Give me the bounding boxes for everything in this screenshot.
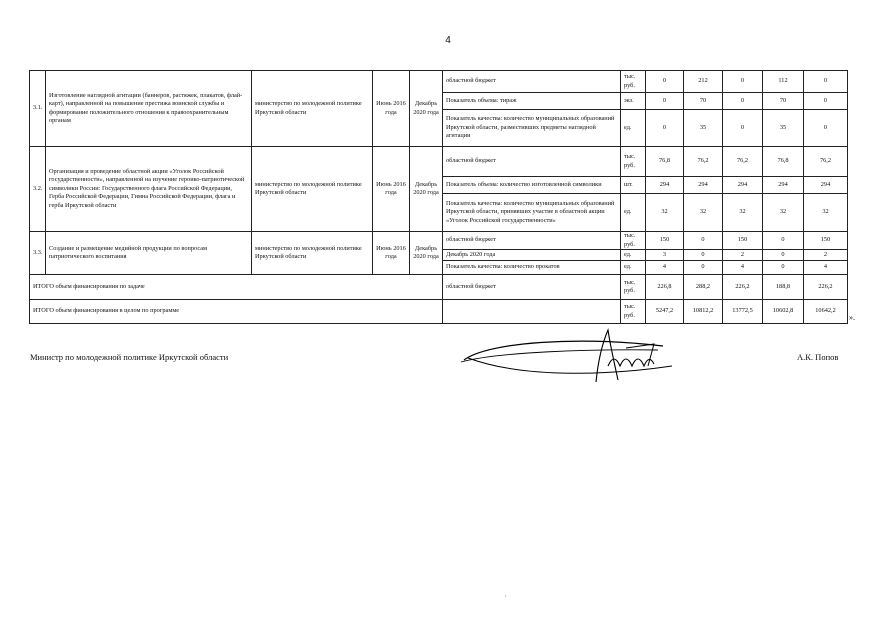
indicator-value: 76,2 [804, 147, 848, 177]
indicator-value: 0 [646, 71, 684, 93]
indicator-unit: ед. [621, 261, 646, 275]
total-value: 188,8 [763, 275, 804, 300]
table-row [30, 147, 848, 177]
indicator-value: 76,8 [763, 147, 804, 177]
measure-executor: министерство по молодежной политике Иркутской области [252, 71, 373, 147]
measure-end-date: Декабрь 2020 года [410, 232, 443, 275]
indicator-value: 76,2 [684, 147, 723, 177]
indicator-label: областной бюджет [443, 232, 621, 250]
indicator-unit: ед. [621, 194, 646, 232]
total-row [30, 275, 848, 300]
indicator-value: 70 [763, 93, 804, 110]
signatory-position: Министр по молодежной политике Иркутской области [30, 352, 229, 362]
indicator-label: Показатель качества: количество муниципальных образований Иркутской области, принявших участие в областной акции «Уголок Российской государственности» [443, 194, 621, 232]
measure-start-date: Июнь 2016 года [373, 147, 410, 232]
indicator-value: 0 [804, 71, 848, 93]
measure-number: 3.1. [30, 71, 46, 147]
indicator-unit: ед. [621, 250, 646, 261]
indicator-value: 294 [723, 177, 763, 194]
table-row [30, 71, 848, 93]
closing-quote-mark: ». [849, 313, 855, 322]
total-label: ИТОГО объем финансирования по задаче [30, 275, 443, 300]
indicator-value: 2 [804, 250, 848, 261]
total-row [30, 300, 848, 324]
total-value: 5247,2 [646, 300, 684, 324]
indicator-unit: тыс. руб. [621, 147, 646, 177]
measure-end-date: Декабрь 2020 года [410, 147, 443, 232]
handwritten-signature [458, 322, 678, 388]
indicator-value: 35 [684, 110, 723, 147]
indicator-value: 294 [684, 177, 723, 194]
total-source: областной бюджет [443, 275, 621, 300]
indicator-value: 0 [763, 250, 804, 261]
signatory-name: А.К. Попов [797, 352, 839, 362]
indicator-value: 0 [763, 232, 804, 250]
measure-name: Изготовление наглядной агитации (баннеров, растяжек, плакатов, флай-карт), направленной на повышение престижа воинской службы и формирование положительного отношения к правоохранительным органам [46, 71, 252, 147]
indicator-value: 0 [684, 250, 723, 261]
indicator-value: 70 [684, 93, 723, 110]
indicator-value: 294 [804, 177, 848, 194]
indicator-label: Показатель объема: количество изготовленной символики [443, 177, 621, 194]
total-value: 226,8 [646, 275, 684, 300]
indicator-value: 150 [723, 232, 763, 250]
indicator-value: 0 [684, 232, 723, 250]
indicator-value: 0 [723, 110, 763, 147]
indicator-value: 0 [646, 93, 684, 110]
total-unit: тыс. руб. [621, 300, 646, 324]
indicator-value: 32 [723, 194, 763, 232]
indicator-value: 32 [763, 194, 804, 232]
measure-start-date: Июнь 2016 года [373, 232, 410, 275]
indicator-value: 112 [763, 71, 804, 93]
measure-start-date: Июнь 2016 года [373, 71, 410, 147]
measure-end-date: Декабрь 2020 года [410, 71, 443, 147]
indicator-label: областной бюджет [443, 147, 621, 177]
indicator-value: 0 [804, 93, 848, 110]
total-source [443, 300, 621, 324]
indicator-value: 0 [804, 110, 848, 147]
total-value: 10602,8 [763, 300, 804, 324]
total-value: 13772,5 [723, 300, 763, 324]
scan-speck: , [505, 592, 507, 598]
indicator-value: 0 [723, 93, 763, 110]
indicator-value: 3 [646, 250, 684, 261]
indicator-label: Декабрь 2020 года [443, 250, 621, 261]
total-value: 10642,2 [804, 300, 848, 324]
indicator-label: Показатель качества: количество прокатов [443, 261, 621, 275]
measure-executor: министерство по молодежной политике Иркутской области [252, 232, 373, 275]
indicator-value: 2 [723, 250, 763, 261]
indicator-label: Показатель объема: тираж [443, 93, 621, 110]
indicator-value: 4 [804, 261, 848, 275]
page-number: 4 [445, 35, 451, 46]
indicator-value: 150 [804, 232, 848, 250]
measure-number: 3.2. [30, 147, 46, 232]
indicator-value: 4 [723, 261, 763, 275]
indicator-value: 32 [684, 194, 723, 232]
indicator-value: 0 [684, 261, 723, 275]
indicator-unit: тыс. руб. [621, 232, 646, 250]
total-value: 226,2 [723, 275, 763, 300]
indicator-unit: тыс. руб. [621, 71, 646, 93]
measure-number: 3.3. [30, 232, 46, 275]
indicator-unit: ед. [621, 110, 646, 147]
total-value: 288,2 [684, 275, 723, 300]
measure-executor: министерство по молодежной политике Иркутской области [252, 147, 373, 232]
indicator-value: 0 [646, 110, 684, 147]
indicator-value: 76,2 [723, 147, 763, 177]
total-unit: тыс. руб. [621, 275, 646, 300]
indicator-value: 294 [646, 177, 684, 194]
indicator-value: 212 [684, 71, 723, 93]
indicator-value: 76,8 [646, 147, 684, 177]
indicator-value: 35 [763, 110, 804, 147]
indicator-label: Показатель качества: количество муниципальных образований Иркутской области, разместивших предметы наглядной агитации [443, 110, 621, 147]
indicator-unit: шт. [621, 177, 646, 194]
table-row [30, 232, 848, 250]
indicator-value: 294 [763, 177, 804, 194]
indicator-value: 4 [646, 261, 684, 275]
total-value: 10812,2 [684, 300, 723, 324]
indicator-unit: экз. [621, 93, 646, 110]
measure-name: Организация и проведение областной акции «Уголок Российской государственности», направленной на изучение героико-патриотической символики России: Государственного флага Российской Федерации, Герба Российской Федерации, Гимна Российской Федерации, флага и герба Иркутской области [46, 147, 252, 232]
measure-name: Создание и размещение медийной продукции по вопросам патриотического воспитания [46, 232, 252, 275]
indicator-value: 0 [723, 71, 763, 93]
indicator-value: 0 [763, 261, 804, 275]
total-label: ИТОГО объем финансирования в целом по программе [30, 300, 443, 324]
indicator-value: 32 [646, 194, 684, 232]
indicator-value: 32 [804, 194, 848, 232]
indicator-value: 150 [646, 232, 684, 250]
indicator-label: областной бюджет [443, 71, 621, 93]
total-value: 226,2 [804, 275, 848, 300]
program-table [29, 70, 848, 324]
